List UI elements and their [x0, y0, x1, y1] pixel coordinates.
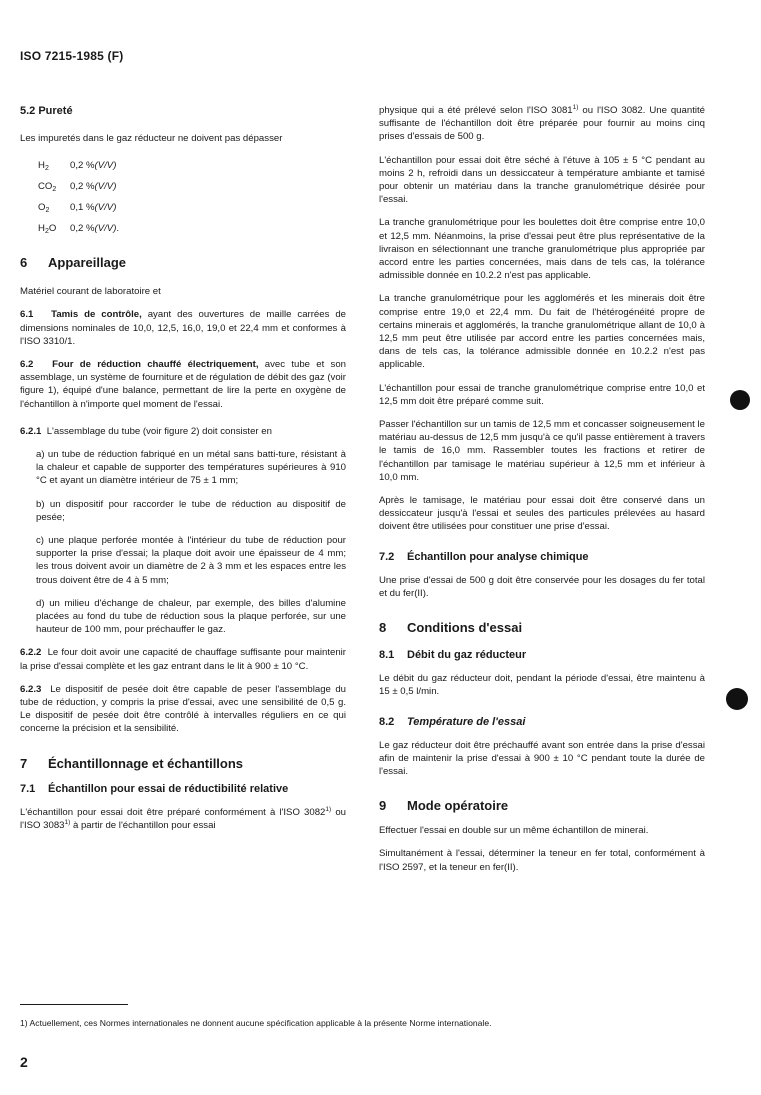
right-para-6: Passer l'échantillon sur un tamis de 12,5 mm et concasser soigneusement le matériau au-dessus de 12,5 mm jusqu'à ce qu'il passe entièrement à travers le tamis de 16,0 mm. Rassembler toutes les fractions et retirer de l'échantillon par tamisage le matériau supérieur à 12,5 mm et inférieur à 10,0 mm. — [379, 419, 705, 483]
section-8-2-text: Le gaz réducteur doit être préchauffé avant son entrée dans la prise d'essai afin de maintenir la prise d'essai à 900 ± 10 °C pendant toute la durée de l'essai. — [379, 739, 705, 777]
right-para-1: physique qui a été prélevé selon l'ISO 3081$^{1)}$ ou l'ISO 3082. Une quantité suffisante de l'échantillon doit être préparée pour fournir au moins cinq prises d'essais de 500 g. — [379, 104, 705, 143]
section-6-intro: Matériel courant de laboratoire et — [20, 286, 161, 298]
section-7-heading: 7 Échantillonnage et échantillons — [20, 755, 244, 771]
section-7-2-heading: 7.2 Échantillon pour analyse chimique — [379, 550, 589, 563]
section-6-2-3: 6.2.3 Le dispositif de pesée doit être capable de peser l'assemblage du tube de réduction, y compris la prise d'essai, avec une sensibilité de 0,5 g. Le dispositif de pesée doit être contrôlé à intervalles réguliers en ce qui concerne la précision et la sensibilité. — [20, 683, 346, 735]
section-6-1: 6.1 Tamis de contrôle, ayant des ouvertures de maille carrées de dimensions nominales de 10,0, 12,5, 16,0, 19,0 et 22,4 mm et conformes à l'ISO 3310/1. — [20, 309, 347, 347]
impurity-row: $H_2O$ 0,2 % (V/V) . — [38, 223, 120, 236]
section-9-para-1: Effectuer l'essai en double sur un même échantillon de minerai. — [379, 825, 649, 837]
section-6-2: 6.2 Four de réduction chauffé électriquement, avec tube et son assemblage, un système de fourniture et de régulation de débit des gaz (voir figure 1), équipé d'une balance, permettant de lire la perte en oxygène de l'échantillon à n'importe quel moment de l'essai. — [20, 359, 347, 410]
footnote: 1) Actuellement, ces Normes internationales ne donnent aucune spécification applicable à la présente Norme internationale. — [20, 1018, 492, 1028]
list-item-b: b) un dispositif pour raccorder le tube de réduction au dispositif de pesée; — [36, 498, 346, 523]
section-7-1-heading: 7.1 Échantillon pour essai de réductibilité relative — [20, 782, 289, 795]
section-8-2-heading: 8.2 Température de l'essai — [379, 715, 526, 728]
document-header: ISO 7215-1985 (F) — [20, 49, 124, 63]
impurity-row: $CO_2$ 0,2 % (V/V) — [38, 181, 117, 194]
section-5-2-intro: Les impuretés dans le gaz réducteur ne doivent pas dépasser — [20, 133, 283, 144]
right-column — [379, 104, 705, 884]
impurities-list — [20, 155, 346, 239]
left-column — [20, 104, 346, 842]
section-7-2-text: Une prise d'essai de 500 g doit être conservée pour les dosages du fer total et du fer(II). — [379, 574, 705, 599]
section-6-2-2: 6.2.2 Le four doit avoir une capacité de chauffage suffisante pour maintenir la prise d'essai complète et les gaz entrant dans le lit à 900 ± 10 °C. — [20, 647, 346, 672]
section-7-1-text: L'échantillon pour essai doit être préparé conformément à l'ISO 3082$^{1)}$ ou l'ISO 3083$^{1)}$ à partir de l'échantillon pour essai — [20, 805, 346, 831]
section-8-1-text: Le débit du gaz réducteur doit, pendant la période d'essai, être maintenu à 15 ± 0,5 l/min. — [379, 673, 705, 698]
section-8-1-heading: 8.1 Débit du gaz réducteur — [379, 649, 527, 662]
list-item-c: c) une plaque perforée montée à l'intérieur du tube de réduction pour supporter la prise d'essai; la plaque doit avoir une épaisseur de 4 mm; les trous doivent avoir un diamètre de 2 à 3 mm et les espaces entre les trous doivent être de 4 à 5 mm; — [36, 535, 346, 586]
section-9-heading: 9 Mode opératoire — [379, 798, 509, 814]
section-5-2-title: 5.2 Pureté — [20, 105, 73, 117]
punch-hole-mark — [726, 688, 748, 710]
section-6-heading: 6 Appareillage — [20, 255, 127, 271]
impurity-row: $H_2$ 0,2 % (V/V) — [38, 160, 117, 173]
footnote-rule — [20, 1004, 128, 1005]
right-para-2: L'échantillon pour essai doit être séché à l'étuve à 105 ± 5 °C pendant au moins 2 h, refroidi dans un dessiccateur à température ambiante et tamisé pour obtenir un matériau dans la tranche granulométrique désirée pour l'essai. — [379, 154, 705, 206]
right-para-4: La tranche granulométrique pour les agglomérés et les minerais doit être comprise entre 19,0 et 22,4 mm. Du fait de l'hétérogénéité propre de certains minerais et agglomérés, la tranche granulométrique allant de 10,0 à 12,5 mm peut être utilisée par accord entre les parties concernées mais, dans de tels cas, la tolérance admissible donnée en 10.2.2 n'est pas applicable. — [379, 293, 705, 371]
right-para-5: L'échantillon pour essai de tranche granulométrique comprise entre 10,0 et 12,5 mm doit être préparé comme suit. — [379, 382, 705, 407]
page-number: 2 — [20, 1054, 28, 1070]
impurity-row: $O_2$ 0,1 % (V/V) — [38, 202, 117, 215]
section-6-2-1: 6.2.1 L'assemblage du tube (voir figure 2) doit consister en — [20, 425, 272, 437]
list-item-d: d) un milieu d'échange de chaleur, par exemple, des billes d'alumine placées au fond du tube de réduction sous la plaque perforée, sur une hauteur de 100 mm, pour préchauffer le gaz. — [36, 597, 346, 636]
punch-hole-mark — [730, 390, 750, 410]
right-para-7: Après le tamisage, le matériau pour essai doit être conservé dans un dessiccateur jusqu'à l'essai et seules des particules prélevées au hasard doivent être utilisées pour constituer une prise d'essai. — [379, 495, 705, 533]
right-para-3: La tranche granulométrique pour les boulettes doit être comprise entre 10,0 et 12,5 mm. Néanmoins, la prise d'essai peut être plus représentative de la livraison en sélectionnant une tranche granulométrique plus appropriée par accord entre les parties concernées, mais dans de tels cas, la tolérance admissible donnée en 10.2.2 n'est pas applicable. — [379, 217, 705, 282]
section-8-heading: 8 Conditions d'essai — [379, 620, 523, 636]
section-9-para-2: Simultanément à l'essai, déterminer la teneur en fer total, conformément à l'ISO 2597, et la teneur en fer(II). — [379, 848, 705, 873]
list-item-a: a) un tube de réduction fabriqué en un métal sans batti-ture, résistant à la chaleur et capable de supporter des températures supérieures à 910 °C et ayant un diamètre intérieur de 75 ± 1 mm; — [36, 449, 346, 487]
